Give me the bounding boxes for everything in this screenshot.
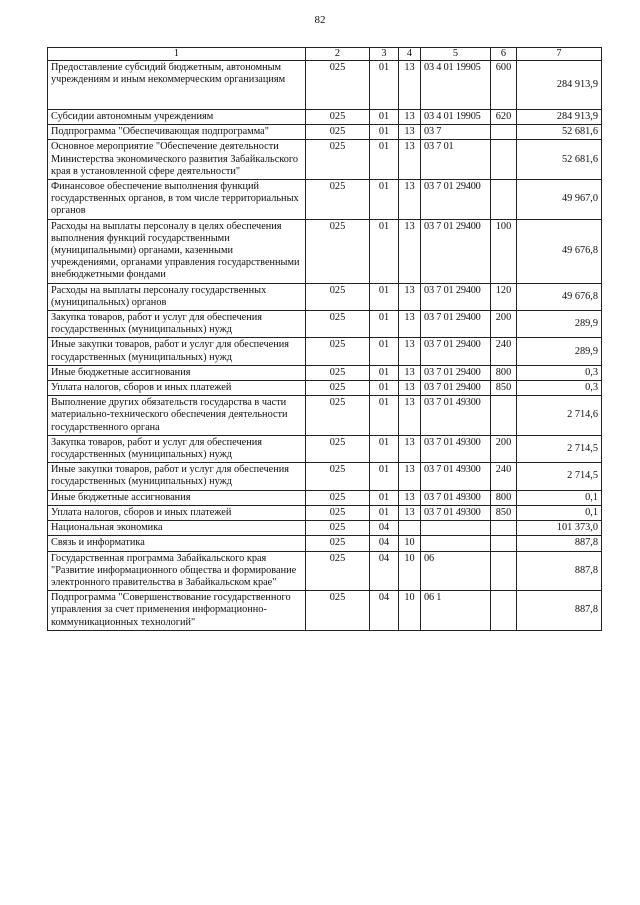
row-code-csr: 03 7 01 49300 <box>421 435 491 462</box>
row-code-csr <box>421 521 491 536</box>
row-name: Закупка товаров, работ и услуг для обеспечения государственных (муниципальных) нужд <box>48 435 306 462</box>
row-name: Выполнение других обязательств государства в части материально-технического обеспечения деятельности государственного органа <box>48 396 306 436</box>
row-code-vr: 200 <box>491 311 517 338</box>
row-code-csr: 03 7 01 29400 <box>421 311 491 338</box>
row-code-pr: 13 <box>399 381 421 396</box>
row-code-vr <box>491 180 517 220</box>
table-row <box>48 180 602 220</box>
row-code-gr: 025 <box>306 435 370 462</box>
row-code-csr: 03 7 <box>421 125 491 140</box>
row-code-pr: 13 <box>399 396 421 436</box>
row-code-csr: 03 7 01 <box>421 140 491 180</box>
row-code-csr: 03 7 01 29400 <box>421 338 491 365</box>
row-code-gr: 025 <box>306 140 370 180</box>
row-amount: 49 676,8 <box>517 219 602 283</box>
row-code-csr: 03 7 01 49300 <box>421 505 491 520</box>
row-code-rz: 01 <box>370 396 399 436</box>
table-row <box>48 490 602 505</box>
row-code-pr: 10 <box>399 551 421 591</box>
row-code-gr: 025 <box>306 219 370 283</box>
row-code-rz: 01 <box>370 490 399 505</box>
row-code-vr: 850 <box>491 505 517 520</box>
row-name: Подпрограмма "Совершенствование государственного управления за счет применения информационно-коммуникационных технологий" <box>48 591 306 631</box>
table-row <box>48 536 602 551</box>
row-code-gr: 025 <box>306 180 370 220</box>
budget-table <box>47 47 602 631</box>
row-amount: 0,1 <box>517 490 602 505</box>
row-code-csr: 03 4 01 19905 <box>421 110 491 125</box>
row-code-vr <box>491 591 517 631</box>
table-row <box>48 125 602 140</box>
row-code-rz: 01 <box>370 463 399 490</box>
row-code-pr: 13 <box>399 140 421 180</box>
row-code-rz: 01 <box>370 338 399 365</box>
table-row <box>48 283 602 310</box>
row-name: Основное мероприятие "Обеспечение деятельности Министерства экономического развития Забайкальского края в установленной сфере деятельности" <box>48 140 306 180</box>
column-number: 2 <box>306 48 370 61</box>
row-name: Государственная программа Забайкальского края "Развитие информационного общества и формирование электронного правительства в Забайкальском крае" <box>48 551 306 591</box>
row-code-pr <box>399 521 421 536</box>
row-code-vr: 850 <box>491 381 517 396</box>
column-number-row <box>48 48 602 61</box>
row-amount: 289,9 <box>517 311 602 338</box>
row-code-pr: 10 <box>399 591 421 631</box>
row-code-rz: 01 <box>370 283 399 310</box>
row-amount: 101 373,0 <box>517 521 602 536</box>
row-code-pr: 13 <box>399 110 421 125</box>
row-code-gr: 025 <box>306 536 370 551</box>
row-name: Национальная экономика <box>48 521 306 536</box>
row-code-csr: 03 7 01 49300 <box>421 490 491 505</box>
row-code-csr <box>421 536 491 551</box>
row-code-pr: 13 <box>399 463 421 490</box>
row-code-vr: 620 <box>491 110 517 125</box>
row-name: Уплата налогов, сборов и иных платежей <box>48 505 306 520</box>
row-code-vr: 240 <box>491 463 517 490</box>
row-amount: 49 967,0 <box>517 180 602 220</box>
table-row <box>48 435 602 462</box>
row-code-vr: 800 <box>491 365 517 380</box>
row-code-rz: 01 <box>370 125 399 140</box>
row-code-rz: 01 <box>370 180 399 220</box>
row-name: Финансовое обеспечение выполнения функций государственных органов, в том числе территориальных органов <box>48 180 306 220</box>
row-code-csr: 03 7 01 49300 <box>421 463 491 490</box>
row-code-pr: 13 <box>399 219 421 283</box>
row-name: Подпрограмма "Обеспечивающая подпрограмма" <box>48 125 306 140</box>
row-code-gr: 025 <box>306 490 370 505</box>
row-code-csr: 03 7 01 49300 <box>421 396 491 436</box>
row-name: Уплата налогов, сборов и иных платежей <box>48 381 306 396</box>
table-row <box>48 551 602 591</box>
row-code-csr: 03 7 01 29400 <box>421 219 491 283</box>
row-amount: 0,3 <box>517 381 602 396</box>
row-amount: 52 681,6 <box>517 140 602 180</box>
row-amount: 2 714,5 <box>517 435 602 462</box>
row-amount: 2 714,6 <box>517 396 602 436</box>
row-code-rz: 01 <box>370 505 399 520</box>
column-number: 6 <box>491 48 517 61</box>
row-amount: 289,9 <box>517 338 602 365</box>
row-code-vr <box>491 551 517 591</box>
row-code-csr: 06 1 <box>421 591 491 631</box>
table-row <box>48 396 602 436</box>
row-code-rz: 04 <box>370 521 399 536</box>
row-code-vr: 120 <box>491 283 517 310</box>
row-amount: 887,8 <box>517 551 602 591</box>
column-number: 1 <box>48 48 306 61</box>
row-name: Иные бюджетные ассигнования <box>48 490 306 505</box>
row-code-gr: 025 <box>306 338 370 365</box>
row-code-vr: 600 <box>491 61 517 110</box>
column-number: 5 <box>421 48 491 61</box>
row-name: Иные закупки товаров, работ и услуг для обеспечения государственных (муниципальных) нужд <box>48 338 306 365</box>
row-code-vr: 200 <box>491 435 517 462</box>
table-row <box>48 110 602 125</box>
row-code-vr <box>491 536 517 551</box>
row-name: Расходы на выплаты персоналу государственных (муниципальных) органов <box>48 283 306 310</box>
row-code-gr: 025 <box>306 551 370 591</box>
row-code-csr: 03 4 01 19905 <box>421 61 491 110</box>
row-code-vr: 800 <box>491 490 517 505</box>
row-code-rz: 01 <box>370 381 399 396</box>
table-row <box>48 591 602 631</box>
table-row <box>48 505 602 520</box>
row-amount: 887,8 <box>517 536 602 551</box>
row-name: Расходы на выплаты персоналу в целях обеспечения выполнения функций государственными (муниципальными) органами, казенными учреждениями, органами управления государственными внебюджетными фондами <box>48 219 306 283</box>
table-row <box>48 463 602 490</box>
row-code-rz: 01 <box>370 365 399 380</box>
row-name: Иные закупки товаров, работ и услуг для обеспечения государственных (муниципальных) нужд <box>48 463 306 490</box>
row-code-vr: 240 <box>491 338 517 365</box>
table-row <box>48 219 602 283</box>
table-row <box>48 338 602 365</box>
row-code-gr: 025 <box>306 61 370 110</box>
row-code-csr: 06 <box>421 551 491 591</box>
column-number: 3 <box>370 48 399 61</box>
row-code-pr: 13 <box>399 180 421 220</box>
row-code-rz: 01 <box>370 219 399 283</box>
row-name: Связь и информатика <box>48 536 306 551</box>
row-code-rz: 01 <box>370 110 399 125</box>
row-code-rz: 04 <box>370 536 399 551</box>
column-number: 4 <box>399 48 421 61</box>
row-code-gr: 025 <box>306 521 370 536</box>
row-amount: 0,3 <box>517 365 602 380</box>
column-number: 7 <box>517 48 602 61</box>
row-code-gr: 025 <box>306 396 370 436</box>
row-code-gr: 025 <box>306 311 370 338</box>
row-code-pr: 13 <box>399 125 421 140</box>
row-name: Субсидии автономным учреждениям <box>48 110 306 125</box>
row-code-gr: 025 <box>306 125 370 140</box>
row-code-pr: 13 <box>399 61 421 110</box>
row-code-rz: 01 <box>370 435 399 462</box>
row-code-gr: 025 <box>306 463 370 490</box>
row-code-rz: 04 <box>370 551 399 591</box>
table-row <box>48 365 602 380</box>
row-code-gr: 025 <box>306 505 370 520</box>
table-row <box>48 521 602 536</box>
table-row <box>48 140 602 180</box>
table-row <box>48 61 602 110</box>
row-code-vr: 100 <box>491 219 517 283</box>
row-code-gr: 025 <box>306 283 370 310</box>
row-amount: 284 913,9 <box>517 110 602 125</box>
row-code-rz: 04 <box>370 591 399 631</box>
row-code-pr: 13 <box>399 490 421 505</box>
row-amount: 2 714,5 <box>517 463 602 490</box>
row-code-csr: 03 7 01 29400 <box>421 283 491 310</box>
row-code-pr: 13 <box>399 365 421 380</box>
row-code-vr <box>491 521 517 536</box>
row-amount: 49 676,8 <box>517 283 602 310</box>
page-number: 82 <box>314 14 326 26</box>
row-code-vr <box>491 140 517 180</box>
row-amount: 0,1 <box>517 505 602 520</box>
row-code-rz: 01 <box>370 61 399 110</box>
row-code-pr: 13 <box>399 338 421 365</box>
row-code-gr: 025 <box>306 365 370 380</box>
row-code-csr: 03 7 01 29400 <box>421 180 491 220</box>
row-code-csr: 03 7 01 29400 <box>421 381 491 396</box>
row-code-vr <box>491 125 517 140</box>
row-amount: 284 913,9 <box>517 61 602 110</box>
table-row <box>48 381 602 396</box>
row-code-pr: 10 <box>399 536 421 551</box>
row-amount: 887,8 <box>517 591 602 631</box>
row-code-pr: 13 <box>399 283 421 310</box>
row-code-gr: 025 <box>306 110 370 125</box>
row-code-pr: 13 <box>399 311 421 338</box>
row-name: Иные бюджетные ассигнования <box>48 365 306 380</box>
row-code-rz: 01 <box>370 311 399 338</box>
row-code-gr: 025 <box>306 591 370 631</box>
row-code-rz: 01 <box>370 140 399 180</box>
table-row <box>48 311 602 338</box>
row-code-vr <box>491 396 517 436</box>
row-code-gr: 025 <box>306 381 370 396</box>
row-amount: 52 681,6 <box>517 125 602 140</box>
row-code-csr: 03 7 01 29400 <box>421 365 491 380</box>
row-code-pr: 13 <box>399 505 421 520</box>
row-name: Предоставление субсидий бюджетным, автономным учреждениям и иным некоммерческим организациям <box>48 61 306 110</box>
row-code-pr: 13 <box>399 435 421 462</box>
row-name: Закупка товаров, работ и услуг для обеспечения государственных (муниципальных) нужд <box>48 311 306 338</box>
